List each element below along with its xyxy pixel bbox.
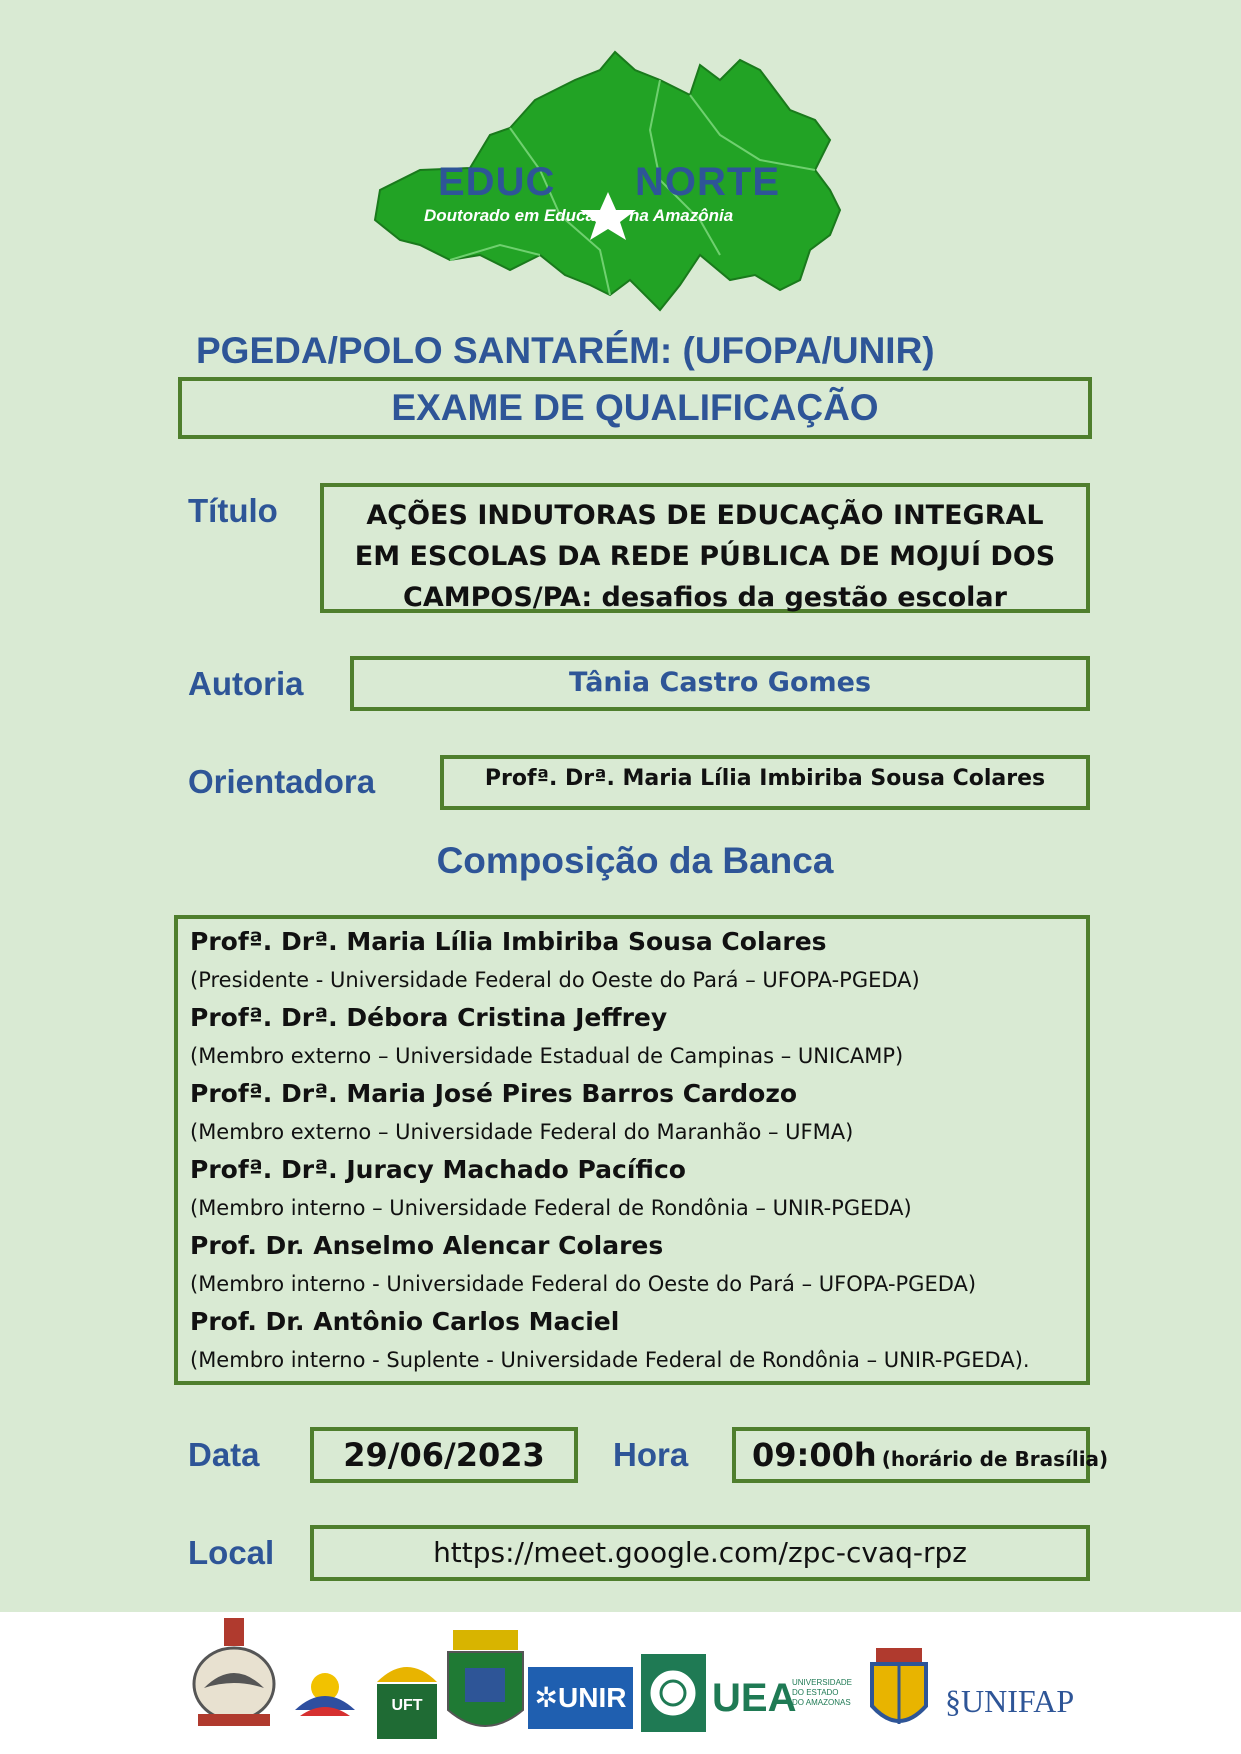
- ufopa-seal-icon: [190, 1618, 278, 1730]
- exam-title: EXAME DE QUALIFICAÇÃO: [391, 387, 879, 428]
- hora-box: [732, 1427, 1109, 1483]
- unir-logo-text: UNIR: [558, 1682, 627, 1713]
- unifap-logo-text: UNIFAP: [961, 1683, 1075, 1719]
- unifap-mark-icon: §: [945, 1683, 961, 1719]
- institution-logo-icon: [290, 1662, 360, 1722]
- member-role: (Membro externo – Universidade Estadual de Campinas – UNICAMP): [190, 1044, 904, 1068]
- member-role: (Membro interno – Universidade Federal de Rondônia – UNIR-PGEDA): [190, 1196, 912, 1220]
- uea-logo-text: UEA: [712, 1676, 797, 1720]
- unifap-logo: [945, 1676, 1074, 1726]
- banca-member: [178, 1151, 1086, 1227]
- unir-star-icon: ✲: [534, 1682, 558, 1713]
- orientadora-label: Orientadora: [188, 763, 376, 800]
- banca-member: [178, 1075, 1086, 1151]
- banca-member: [178, 1303, 1086, 1379]
- exam-title-box: [178, 377, 1092, 439]
- logo-brand-left: EDUC: [438, 160, 556, 204]
- uft-logo-text: UFT: [391, 1697, 423, 1714]
- hora-label: Hora: [613, 1436, 689, 1473]
- shield-icon: [868, 1648, 930, 1736]
- round-seal-icon: [641, 1654, 706, 1732]
- hora-note: (horário de Brasília): [881, 1447, 1109, 1471]
- member-name: Profª. Drª. Juracy Machado Pacífico: [190, 1155, 686, 1184]
- titulo-label: Título: [188, 492, 278, 529]
- titulo-value: AÇÕES INDUTORAS DE EDUCAÇÃO INTEGRAL EM ESCOLAS DA REDE PÚBLICA DE MOJUÍ DOS CAMPOS/PA: desafios da gestão escolar: [354, 500, 1056, 613]
- state-seal-icon: [443, 1630, 528, 1742]
- banca-member: [178, 999, 1086, 1075]
- banca-member: [178, 923, 1086, 999]
- educanorte-logo: [360, 40, 870, 320]
- hora-value-line: [736, 1431, 1109, 1485]
- titulo-box: [320, 483, 1090, 613]
- member-name: Prof. Dr. Antônio Carlos Maciel: [190, 1307, 620, 1336]
- footer-logos: [0, 1612, 1241, 1754]
- hora-value: 09:00h: [752, 1436, 877, 1474]
- member-name: Prof. Dr. Anselmo Alencar Colares: [190, 1231, 664, 1260]
- data-box: [310, 1427, 578, 1483]
- amazon-map-icon: [360, 40, 870, 320]
- banca-member: [178, 1227, 1086, 1303]
- local-box[interactable]: [310, 1525, 1090, 1581]
- autoria-value: Tânia Castro Gomes: [568, 667, 872, 698]
- member-role: (Membro interno - Suplente - Universidade Federal de Rondônia – UNIR-PGEDA).: [190, 1348, 1030, 1372]
- unir-logo: [528, 1667, 633, 1729]
- member-role: (Membro externo – Universidade Federal do Maranhão – UFMA): [190, 1120, 854, 1144]
- member-name: Profª. Drª. Maria José Pires Barros Cardozo: [190, 1079, 798, 1108]
- autoria-box: [350, 656, 1090, 711]
- member-role: (Presidente - Universidade Federal do Oeste do Pará – UFOPA-PGEDA): [190, 968, 920, 992]
- uft-logo-icon: [372, 1652, 442, 1744]
- autoria-label: Autoria: [188, 665, 304, 702]
- program-heading: PGEDA/POLO SANTARÉM: (UFOPA/UNIR): [196, 330, 935, 371]
- uea-logo-subtitle: UNIVERSIDADE DO ESTADO DO AMAZONAS: [792, 1678, 853, 1707]
- banca-heading: Composição da Banca: [436, 840, 834, 881]
- orientadora-box: [440, 755, 1090, 810]
- member-role: (Membro interno - Universidade Federal do Oeste do Pará – UFOPA-PGEDA): [190, 1272, 977, 1296]
- local-label: Local: [188, 1534, 275, 1571]
- data-value: 29/06/2023: [343, 1436, 545, 1474]
- data-label: Data: [188, 1436, 260, 1473]
- meeting-link[interactable]: https://meet.google.com/zpc-cvaq-rpz: [433, 1536, 967, 1569]
- logo-brand-right: NORTE: [635, 160, 780, 204]
- banca-list: [178, 919, 1086, 1379]
- orientadora-value: Profª. Drª. Maria Lília Imbiriba Sousa Colares: [484, 766, 1046, 791]
- banca-box: [174, 915, 1090, 1385]
- logo-tagline: Doutorado em Educação na Amazônia: [424, 206, 734, 225]
- member-name: Profª. Drª. Débora Cristina Jeffrey: [190, 1003, 668, 1032]
- member-name: Profª. Drª. Maria Lília Imbiriba Sousa Colares: [190, 927, 827, 956]
